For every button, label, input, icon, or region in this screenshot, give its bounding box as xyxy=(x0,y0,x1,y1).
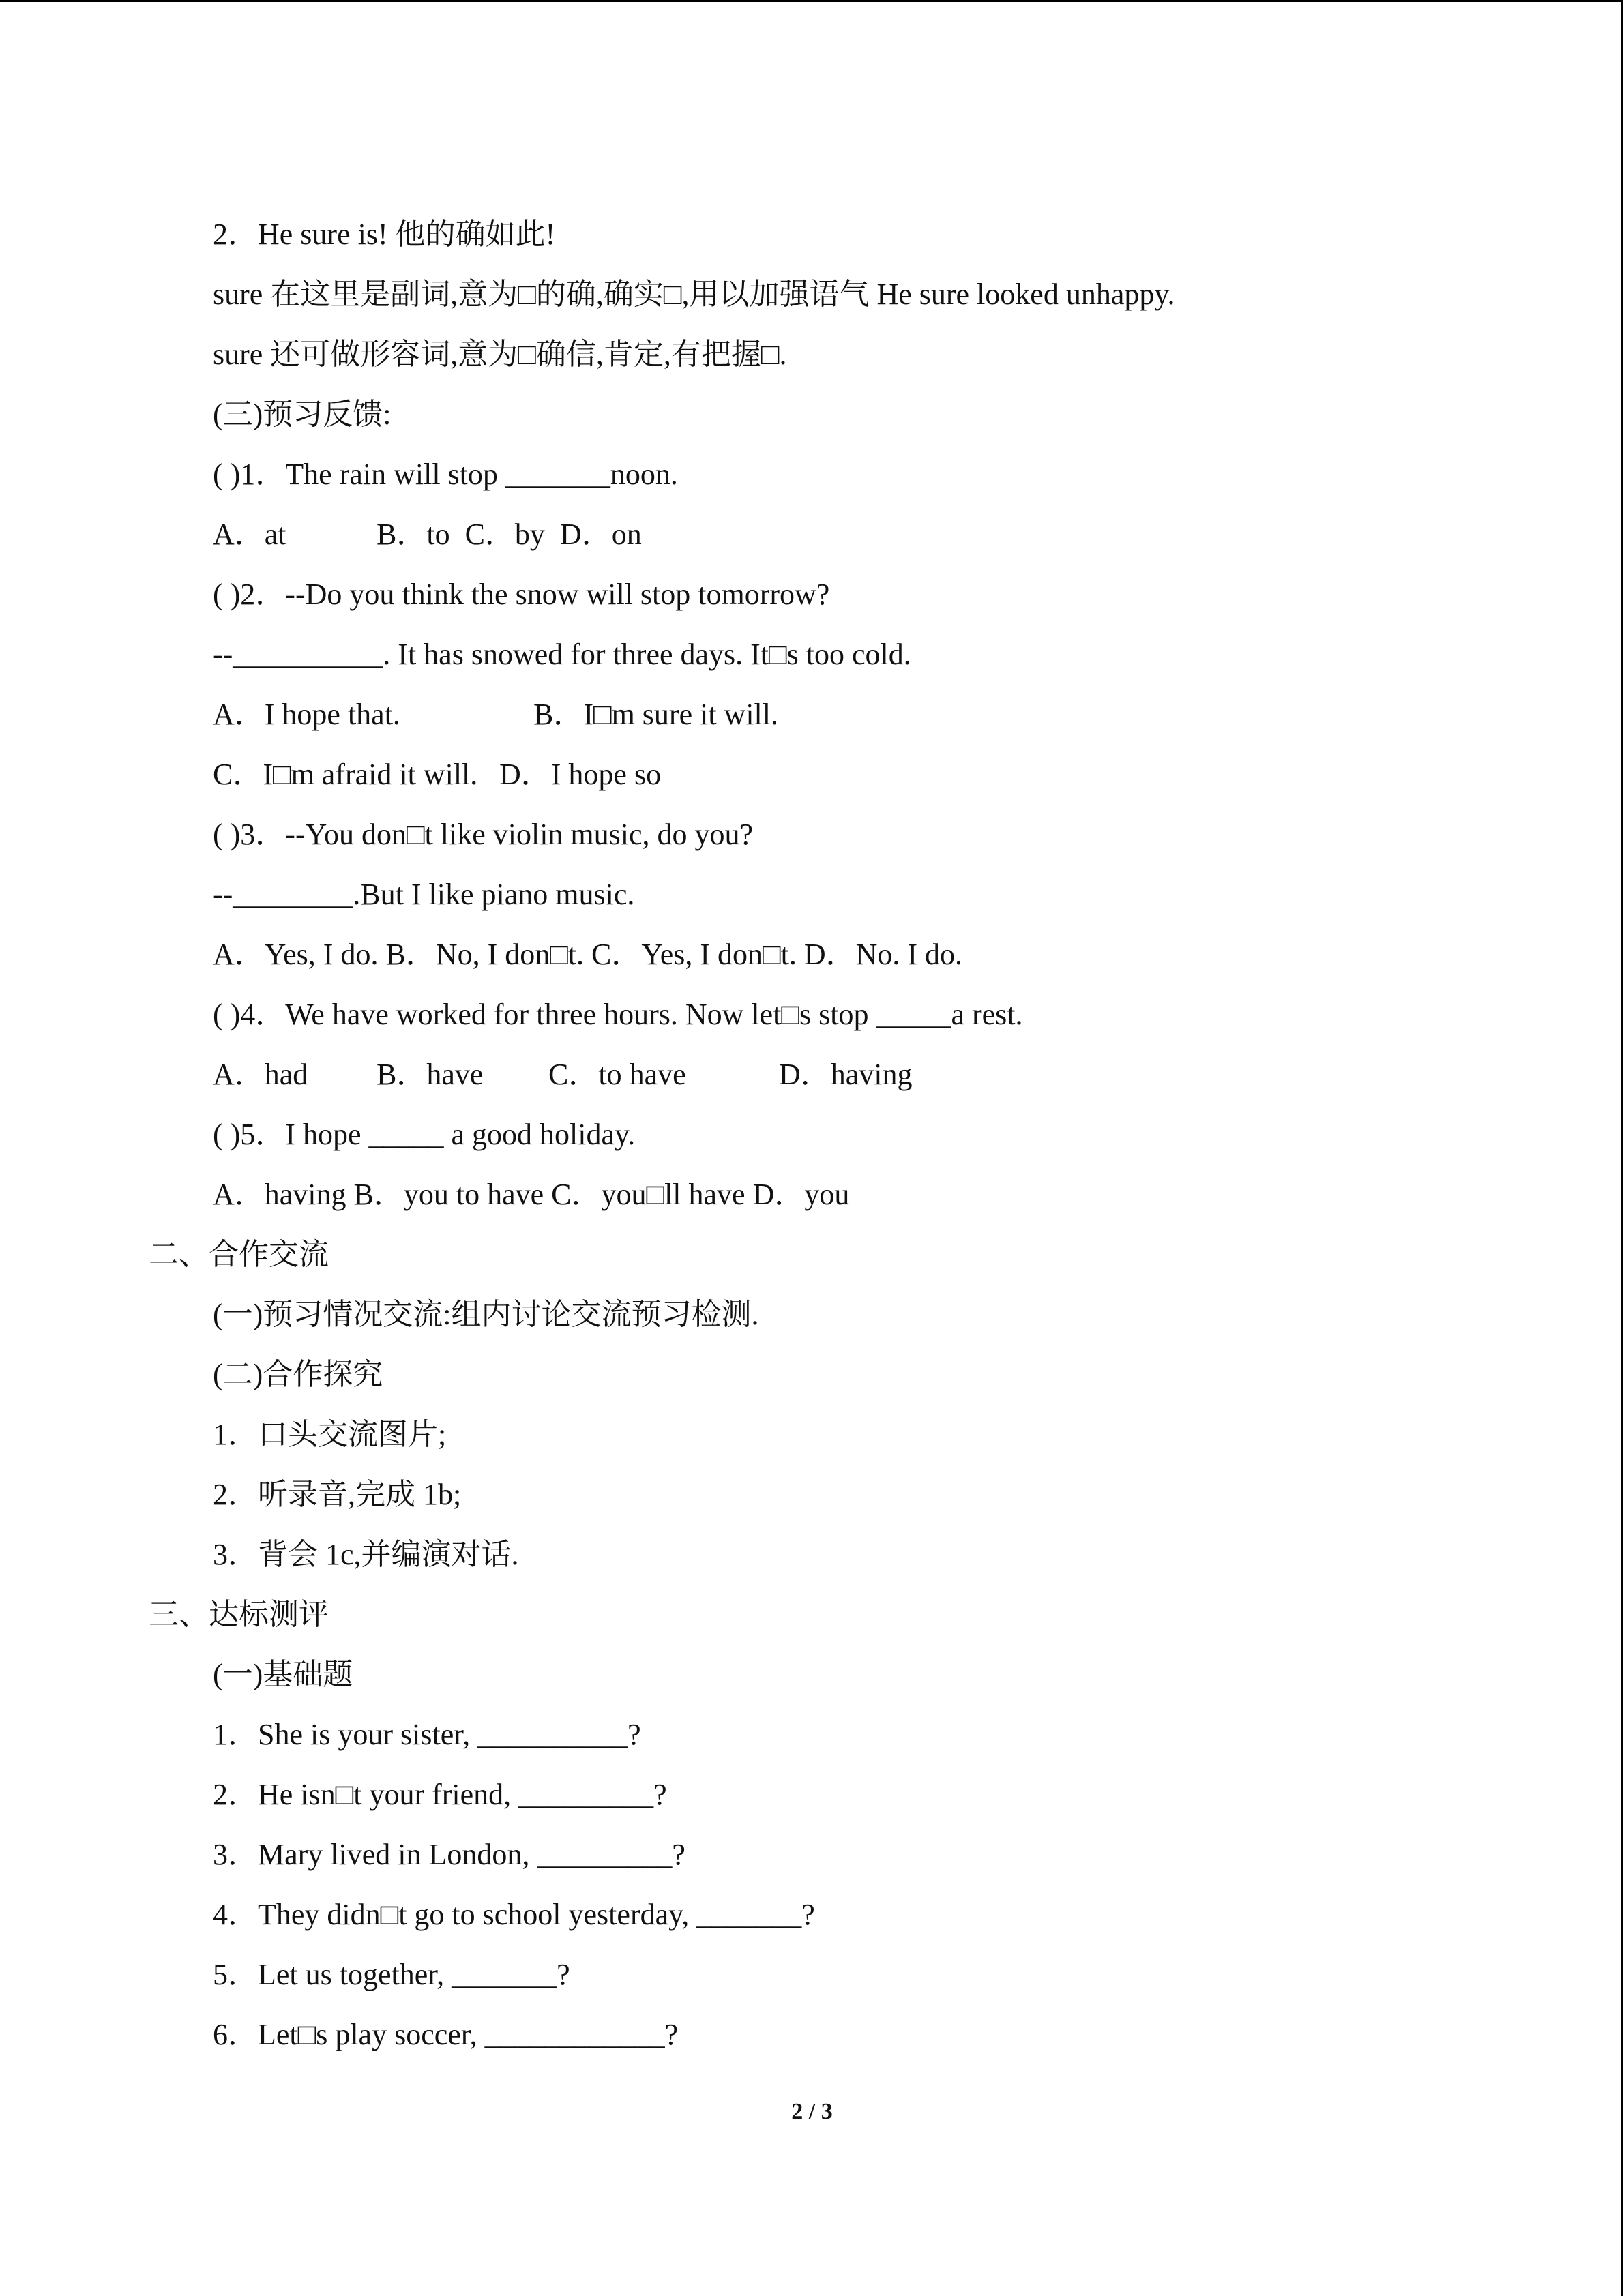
text-line: A．Yes, I do. B．No, I don□t. C．Yes, I don□t. D．No. I do. xyxy=(213,938,963,971)
text-line: (三)预习反馈: xyxy=(213,398,392,431)
answer-option: A．had xyxy=(213,1058,308,1091)
text-line: (一)基础题 xyxy=(213,1658,353,1691)
text-line xyxy=(0,685,1624,745)
text-line: --__________. It has snowed for three days. It□s too cold. xyxy=(213,638,911,671)
text-line: 1．She is your sister, __________? xyxy=(213,1718,641,1751)
text-line: 3．背会 1c,并编演对话. xyxy=(213,1538,519,1571)
text-line: 2．He sure is! 他的确如此! xyxy=(213,218,556,251)
answer-option: C．to have xyxy=(548,1058,686,1091)
text-line: ( )3．--You don□t like violin music, do you? xyxy=(213,818,754,851)
answer-option: B．to xyxy=(377,518,450,551)
answer-option: C．I□m afraid it will. xyxy=(213,758,478,791)
text-line: 2．听录音,完成 1b; xyxy=(213,1478,462,1511)
text-line: ( )2．--Do you think the snow will stop tomorrow? xyxy=(213,578,830,611)
text-line: ( )4．We have worked for three hours. Now let□s stop _____a rest. xyxy=(213,998,1023,1031)
answer-option: B．I□m sure it will. xyxy=(533,698,779,731)
text-line: ( )5．I hope _____ a good holiday. xyxy=(213,1118,636,1151)
answer-option: A．I hope that. xyxy=(213,698,400,731)
text-line: 1．口头交流图片; xyxy=(213,1418,447,1451)
text-line: sure 在这里是副词,意为□的确,确实□,用以加强语气 He sure looked unhappy. xyxy=(213,278,1175,311)
text-line: sure 还可做形容词,意为□确信,肯定,有把握□. xyxy=(213,338,787,371)
text-line xyxy=(0,745,1624,805)
text-line: (二)合作探究 xyxy=(213,1358,383,1391)
text-line xyxy=(0,505,1624,565)
text-line xyxy=(0,1045,1624,1105)
answer-option: A．at xyxy=(213,518,286,551)
answer-option: D．on xyxy=(559,518,642,551)
page-number: 2 / 3 xyxy=(791,2099,833,2124)
answer-option: D．having xyxy=(779,1058,913,1091)
text-line: ( )1．The rain will stop _______noon. xyxy=(213,458,678,491)
text-line: 4．They didn□t go to school yesterday, _______? xyxy=(213,1898,815,1931)
text-line: --________.But I like piano music. xyxy=(213,878,635,911)
text-line: (一)预习情况交流:组内讨论交流预习检测. xyxy=(213,1298,759,1331)
answer-option: B．have xyxy=(377,1058,484,1091)
answer-option: D．I hope so xyxy=(499,758,662,791)
section-heading: 二、合作交流 xyxy=(149,1238,329,1271)
answer-option: C．by xyxy=(464,518,545,551)
document-body xyxy=(0,205,1624,2065)
section-heading: 三、达标测评 xyxy=(149,1598,329,1631)
text-line: A．having B．you to have C．you□ll have D．you xyxy=(213,1178,850,1211)
text-line: 5．Let us together, _______? xyxy=(213,1958,570,1991)
text-line: 6．Let□s play soccer, ____________? xyxy=(213,2018,679,2051)
text-line: 3．Mary lived in London, _________? xyxy=(213,1838,685,1871)
text-line: 2．He isn□t your friend, _________? xyxy=(213,1778,667,1811)
